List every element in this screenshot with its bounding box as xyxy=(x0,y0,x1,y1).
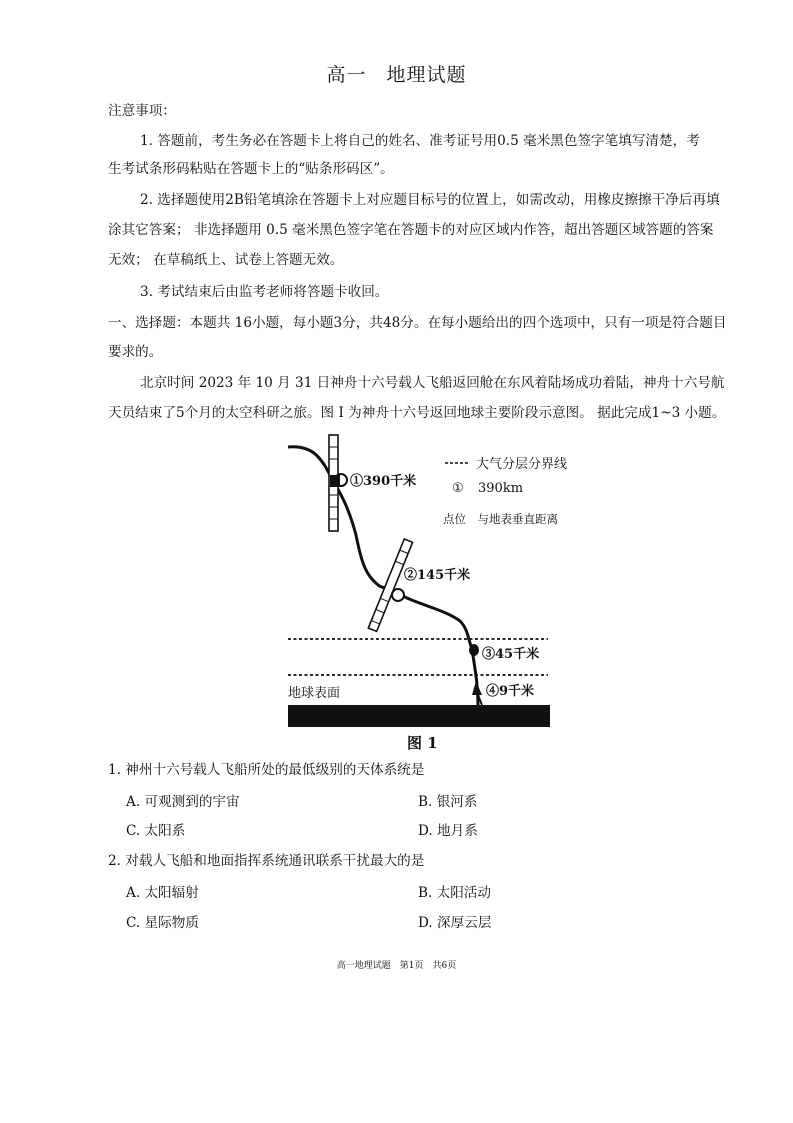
legend-note: 点位 与地表垂直距离 xyxy=(443,512,558,526)
return-stages-diagram xyxy=(280,425,570,750)
notice-item-2-line-3: 无效； 在草稿纸上、试卷上答题无效。 xyxy=(108,252,344,268)
legend-line-label: 大气分层分界线 xyxy=(476,457,568,472)
capsule-point-2 xyxy=(392,589,404,601)
point-4-label: ④9千米 xyxy=(486,684,535,699)
question-2-option-a[interactable]: A. 太阳辐射 xyxy=(126,885,199,901)
material-line-1: 北京时间 2023 年 10 月 31 日神舟十六号载人飞船返回舱在东风着陆场成功着陆，神舟十六号航 xyxy=(140,375,725,391)
section-1-line-2: 要求的。 xyxy=(108,344,163,360)
spacecraft-point-1 xyxy=(329,435,347,531)
question-1-option-c[interactable]: C. 太阳系 xyxy=(126,823,186,839)
question-2-option-b[interactable]: B. 太阳活动 xyxy=(418,885,492,901)
question-1-stem: 1. 神州十六号载人飞船所处的最低级别的天体系统是 xyxy=(108,762,425,778)
earth-surface-bar xyxy=(288,705,550,727)
figure-caption: 图 1 xyxy=(407,734,438,750)
question-1-option-d[interactable]: D. 地月系 xyxy=(418,823,478,839)
notice-heading: 注意事项： xyxy=(108,103,176,119)
section-1-line-1: 一、选择题：本题共 16小题，每小题3分，共48分。在每小题给出的四个选项中，只有一项是符合题目 xyxy=(108,315,727,331)
point-3-label: ③45千米 xyxy=(482,647,540,662)
legend-value: 390km xyxy=(478,481,524,496)
legend-symbol: ① xyxy=(452,481,464,496)
question-1-option-b[interactable]: B. 银河系 xyxy=(418,794,478,810)
notice-item-2-line-1: 2. 选择题使用2B铅笔填涂在答题卡上对应题目标号的位置上，如需改动，用橡皮擦擦干净后再填 xyxy=(140,192,720,208)
page-footer: 高一地理试题 第1页 共6页 xyxy=(336,961,457,971)
return-stages-figure xyxy=(280,425,570,750)
question-2-stem: 2. 对载人飞船和地面指挥系统通讯联系干扰最大的是 xyxy=(108,853,425,869)
capsule-point-3 xyxy=(469,644,479,656)
spacecraft-point-2 xyxy=(368,539,412,631)
question-2-option-c[interactable]: C. 星际物质 xyxy=(126,915,199,931)
material-line-2: 天员结束了5个月的太空科研之旅。图 I 为神舟十六号返回地球主要阶段示意图。 据此完成1~3 小题。 xyxy=(108,405,726,421)
point-2-label: ②145千米 xyxy=(404,568,471,583)
notice-item-2-line-2: 涂其它答案； 非选择题用 0.5 毫米黑色签字笔在答题卡的对应区域内作答，超出答题区域答题的答案 xyxy=(108,222,714,238)
earth-surface-label: 地球表面 xyxy=(288,686,341,701)
question-2-option-d[interactable]: D. 深厚云层 xyxy=(418,915,492,931)
page-title: 高一 地理试题 xyxy=(326,64,467,86)
question-1-option-a[interactable]: A. 可观测到的宇宙 xyxy=(126,794,240,810)
point-1-label: ①390千米 xyxy=(350,474,417,489)
notice-item-3: 3. 考试结束后由监考老师将答题卡收回。 xyxy=(140,284,389,300)
notice-item-1-line-1: 1. 答题前，考生务必在答题卡上将自己的姓名、准考证号用0.5 毫米黑色签字笔填写清楚，考 xyxy=(140,133,700,149)
notice-item-1-line-2: 生考试条形码粘贴在答题卡上的“贴条形码区”。 xyxy=(108,161,394,177)
